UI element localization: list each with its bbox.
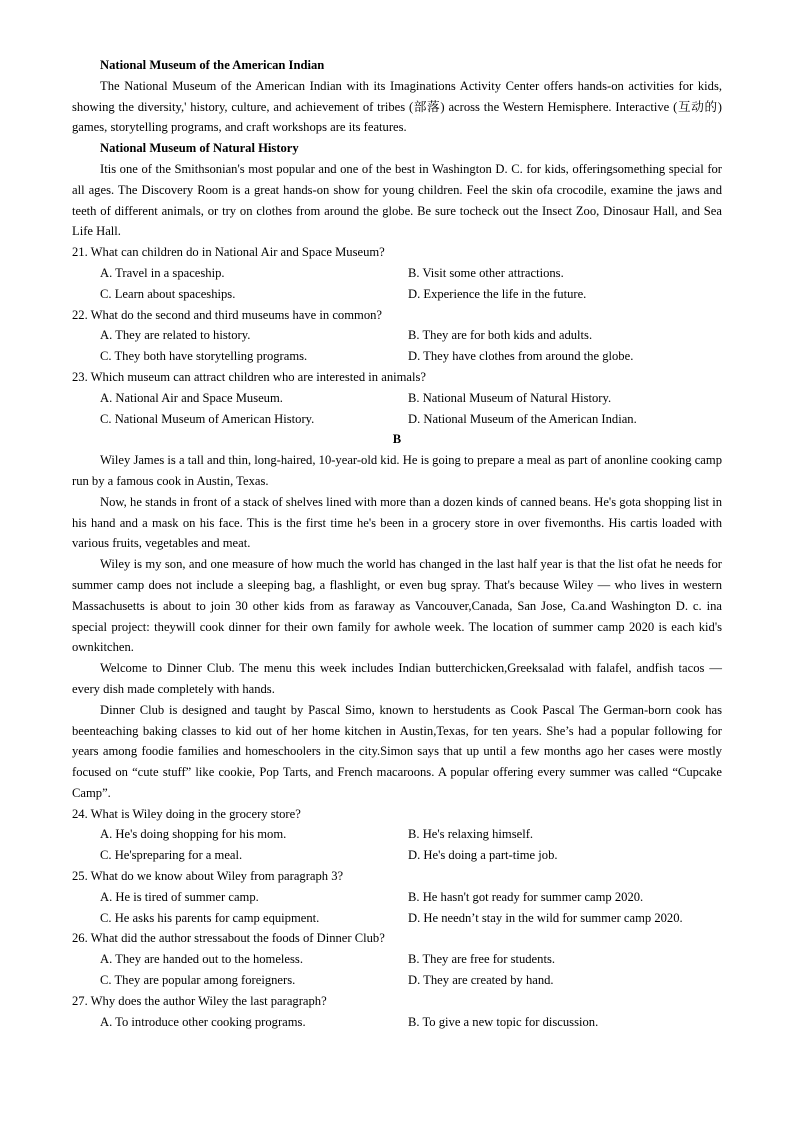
question-text: 27. Why does the author Wiley the last paragraph?: [72, 993, 327, 1008]
option-row: [72, 845, 722, 866]
option-row: [72, 346, 722, 367]
question-text: 21. What can children do in National Air and Space Museum?: [72, 245, 385, 260]
document-content: [72, 55, 722, 1032]
option-row: [72, 284, 722, 305]
question-21: [72, 242, 722, 304]
question-text: 22. What do the second and third museums have in common?: [72, 307, 382, 322]
option-b: B. National Museum of Natural History.: [408, 390, 612, 405]
museum-heading-natural-history: National Museum of Natural History: [100, 141, 299, 156]
option-d: D. Experience the life in the future.: [408, 286, 587, 301]
option-a: A. They are handed out to the homeless.: [100, 952, 303, 967]
option-c: C. National Museum of American History.: [100, 411, 315, 426]
option-d: D. They have clothes from around the globe.: [408, 349, 634, 364]
option-b: B. They are for both kids and adults.: [408, 328, 593, 343]
option-a: A. They are related to history.: [100, 328, 251, 343]
question-27: [72, 991, 722, 1033]
question-text: 24. What is Wiley doing in the grocery store?: [72, 806, 301, 821]
story-paragraph-3: Wiley is my son, and one measure of how much the world has changed in the last half year is that the list ofat he needs for summer camp does not include a sleeping bag, a flashlight, or even bug spray. That's because Wiley — who lives in western Massachusetts is about to join 30 other kids from as faraway as Vancouver,Canada, San Jose, Ca.and Washington D. c. ina special project: theywill cook dinner for their own family for awhole week. The location of summer camp 2020 is each kid's ownkitchen.: [72, 557, 722, 655]
option-a: A. National Air and Space Museum.: [100, 390, 283, 405]
museum-paragraph-natural-history: Itis one of the Smithsonian's most popular and one of the best in Washington D. C. for kids, offeringsomething special for all ages. The Discovery Room is a great hands-on show for young children. Feel the skin ofa crocodile, examine the jaws and teeth of different animals, or try on clothes from around the globe. Be sure tocheck out the Insect Zoo, Dinosaur Hall, and Sea Life Hall.: [72, 161, 722, 239]
option-b: B. He hasn't got ready for summer camp 2020.: [408, 889, 644, 904]
question-26: [72, 928, 722, 990]
story-paragraph-5: Dinner Club is designed and taught by Pascal Simo, known to herstudents as Cook Pascal The German-born cook has beenteaching baking classes to kid out of her home kitchen in Austin,Texas, for ten years. She’s had a popular following for years among foodie families and homeschoolers in the city.Simon says that up until a few months ago her cases were mostly focused on “cute stuff” like cookie, Pop Tarts, and French macaroons. A popular offering every summer was called “Cupcake Camp”.: [72, 702, 722, 800]
option-c: C. He asks his parents for camp equipment.: [100, 910, 320, 925]
option-c: C. Learn about spaceships.: [100, 286, 236, 301]
question-text: 26. What did the author stressabout the foods of Dinner Club?: [72, 931, 385, 946]
option-d: D. National Museum of the American Indian.: [408, 411, 637, 426]
question-22: [72, 305, 722, 367]
option-b: B. He's relaxing himself.: [408, 827, 534, 842]
question-text: 23. Which museum can attract children who are interested in animals?: [72, 369, 427, 384]
option-d: D. He's doing a part-time job.: [408, 848, 558, 863]
option-c: C. They both have storytelling programs.: [100, 349, 308, 364]
question-25: [72, 866, 722, 928]
option-c: C. They are popular among foreigners.: [100, 973, 296, 988]
option-row: [72, 908, 722, 929]
option-c: C. He'spreparing for a meal.: [100, 848, 243, 863]
option-row: [72, 388, 722, 409]
option-b: B. To give a new topic for discussion.: [408, 1014, 599, 1029]
option-row: [72, 1012, 722, 1033]
option-a: A. He's doing shopping for his mom.: [100, 827, 287, 842]
section-heading-b: B: [392, 432, 402, 447]
story-paragraph-4: Welcome to Dinner Club. The menu this week includes Indian butterchicken,Greeksalad with falafel, andfish tacos — every dish made completely with hands.: [72, 661, 722, 696]
option-row: [72, 949, 722, 970]
question-text: 25. What do we know about Wiley from paragraph 3?: [72, 869, 344, 884]
option-row: [72, 409, 722, 430]
story-paragraph-1: Wiley James is a tall and thin, long-haired, 10-year-old kid. He is going to prepare a meal as part of anonline cooking camp run by a famous cook in Austin, Texas.: [72, 453, 722, 488]
question-23: [72, 367, 722, 429]
option-a: A. Travel in a spaceship.: [100, 265, 225, 280]
option-b: B. They are free for students.: [408, 952, 555, 967]
option-row: [72, 970, 722, 991]
museum-heading-american-indian: National Museum of the American Indian: [100, 58, 325, 72]
story-paragraph-2: Now, he stands in front of a stack of shelves lined with more than a dozen kinds of canned beans. He's gota shopping list in his hand and a mask on his face. This is the first time he's been in a grocery store in over fivemonths. His cartis loaded with various fruits, vegetables and meat.: [72, 494, 722, 551]
option-a: A. He is tired of summer camp.: [100, 889, 259, 904]
museum-paragraph-american-indian: The National Museum of the American Indian with its Imaginations Activity Center offers hands-on activities for kids, showing the diversity,' history, culture, and achievement of tribes (部落) across the Western Hemisphere. Interactive (互动的) games, storytelling programs, and craft workshops are its features.: [72, 78, 722, 135]
option-row: [72, 887, 722, 908]
option-a: A. To introduce other cooking programs.: [100, 1014, 306, 1029]
option-row: [72, 263, 722, 284]
option-row: [72, 824, 722, 845]
question-24: [72, 804, 722, 866]
option-row: [72, 325, 722, 346]
option-d: D. They are created by hand.: [408, 973, 554, 988]
option-d: D. He needn’t stay in the wild for summer camp 2020.: [408, 910, 683, 925]
option-b: B. Visit some other attractions.: [408, 265, 564, 280]
